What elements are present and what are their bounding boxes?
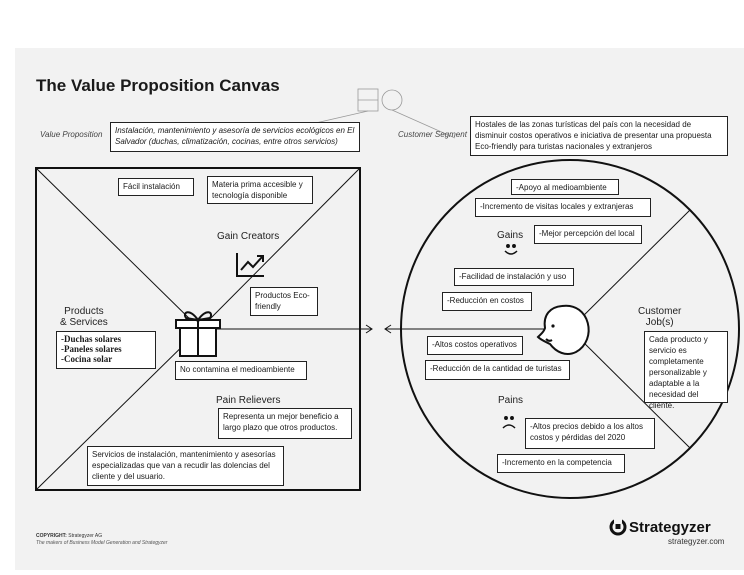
chart-up-icon xyxy=(237,253,264,276)
pain-box: -Reducción de la cantidad de turistas xyxy=(425,360,570,380)
pain-box: -Altos precios debido a los altos costos y pérdidas del 2020 xyxy=(525,418,655,449)
gain-box: -Mejor percepción del local xyxy=(534,225,642,244)
pain-reliever-box: Representa un mejor beneficio a largo plazo que otros productos. xyxy=(218,408,352,439)
customer-segment-box: Hostales de las zonas turísticas del país con la necesidad de disminuir costos operativos e iniciativa de presentar una propuesta Eco-friendly para turistas nacionales y extranjeros xyxy=(470,116,728,156)
smile-icon xyxy=(505,245,517,254)
strategyzer-brand: Strategyzer xyxy=(629,518,711,536)
pain-relievers-title: Pain Relievers xyxy=(216,395,281,406)
value-proposition-label: Value Proposition xyxy=(40,130,103,139)
gain-box: -Apoyo al medioambiente xyxy=(511,179,619,195)
pains-title: Pains xyxy=(498,395,524,406)
pain-box: -Incremento en la competencia xyxy=(497,454,625,473)
strategyzer-url: strategyzer.com xyxy=(668,537,725,546)
value-proposition-box: Instalación, mantenimiento y asesoría de servicios ecológicos en El Salvador (duchas, climatización, cocinas, entre otros servicios) xyxy=(110,122,360,152)
gain-box: -Reducción en costos xyxy=(442,292,532,311)
gain-creator-box: No contamina el medioambiente xyxy=(175,361,307,380)
gain-box: -Incremento de visitas locales y extranjeras xyxy=(475,198,651,217)
pain-box: -Altos costos operativos xyxy=(427,336,523,355)
products-services-box xyxy=(56,331,156,369)
fit-arrows xyxy=(200,325,560,333)
customer-jobs-title: Customer Job(s) xyxy=(638,306,682,328)
product-item: -Duchas solares xyxy=(61,334,122,344)
gain-creators-title: Gain Creators xyxy=(217,231,280,242)
pain-reliever-box: Servicios de instalación, mantenimiento y asesorías especializadas que van a recudir las dolencias del cliente y del usuario. xyxy=(87,446,284,486)
gain-creator-box: Productos Eco-friendly xyxy=(250,287,318,316)
copyright-owner: Strategyzer AG xyxy=(68,533,103,539)
copyright-tagline: The makers of Business Model Generation and Strategyzer xyxy=(36,540,168,546)
copyright-label: COPYRIGHT: xyxy=(36,533,67,539)
customer-segment-label: Customer Segment xyxy=(398,130,467,139)
gains-title: Gains xyxy=(497,230,524,241)
gain-creator-box: Fácil instalación xyxy=(118,178,194,196)
gift-icon xyxy=(176,312,220,356)
products-services-title: Products & Services xyxy=(60,306,108,328)
strategyzer-logo xyxy=(609,517,711,537)
customer-face-icon xyxy=(538,306,589,354)
gain-box: -Facilidad de instalación y uso xyxy=(454,268,574,286)
frown-icon xyxy=(503,417,515,428)
product-item: -Paneles solares xyxy=(61,344,122,354)
product-item: -Cocina solar xyxy=(61,354,113,364)
customer-job-box: Cada producto y servicio es completamente personalizable y adaptable a la necesidad del cliente. xyxy=(644,331,728,403)
gain-creator-box: Materia prima accesible y tecnología disponible xyxy=(207,176,313,204)
copyright-line xyxy=(36,533,102,539)
strategyzer-logo-icon xyxy=(609,518,627,536)
page-title: The Value Proposition Canvas xyxy=(36,76,280,95)
